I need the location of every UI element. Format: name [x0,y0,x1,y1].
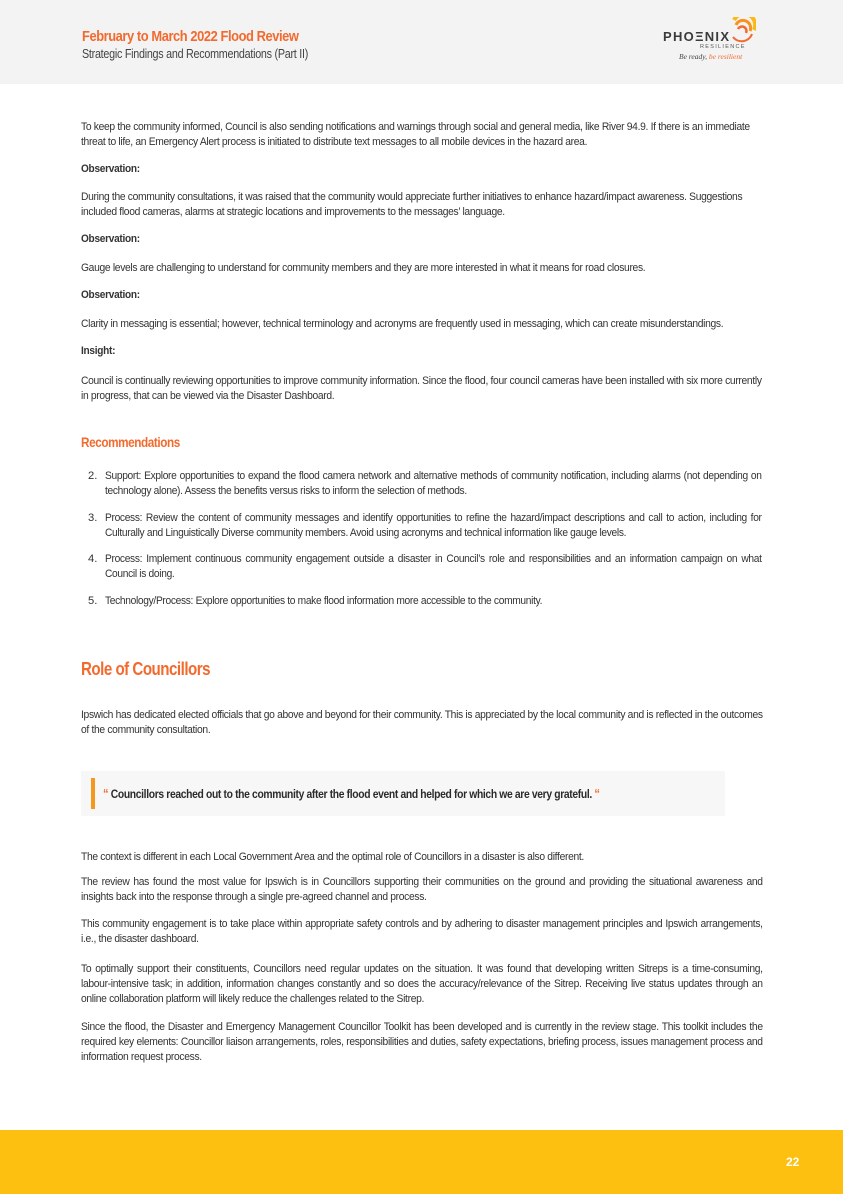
item-text: Process: Implement continuous community engagement outside a disaster in Council’s role and responsibilities and an information campaign on what Council is doing. [105,553,762,580]
observation-1-body [81,190,763,220]
paragraph-text: To optimally support their constituents, Councillors need regular updates on the situation. It was found that developing written Sitreps is a time-consuming, labour-intensive task; in addition, information changes constantly and so does the accuracy/relevance of the Sitrep. Receiving live status updates through an online collaboration platform will likely reduce the challenges related to the Sitrep. [81,963,763,1005]
observation-text: Clarity in messaging is essential; however, technical terminology and acronyms are frequently used in messaging, which can create misunderstandings. [81,318,724,330]
tagline-part-a: Be ready, [679,52,709,61]
item-text: Support: Explore opportunities to expand the flood camera network and alternative methods of community notification, including alarms (not depending on technology alone). Assess the benefits versus risks to inform the selection of methods. [105,470,762,497]
paragraph-text: This community engagement is to take place within appropriate safety controls and by adhering to disaster management principles and Ipswich arrangements, i.e., the disaster dashboard. [81,918,763,945]
logo-tagline [679,52,742,61]
insight-label: Insight: [81,345,116,357]
phoenix-swoosh-icon [730,17,756,43]
item-text: Technology/Process: Explore opportunities to make flood information more accessible to the community. [105,595,543,607]
paragraph-text: The context is different in each Local Government Area and the optimal role of Councillors in a disaster is also different. [81,851,584,863]
role-paragraph [81,1020,763,1065]
logo-wordmark: PHOΞNIX [663,29,731,44]
insight [81,345,763,357]
tagline-part-b: be resilient [708,52,743,61]
observation-label: Observation: [81,163,140,175]
open-quote-icon: “ [103,786,109,801]
item-number: 3. [88,512,98,524]
recommendations-heading: Recommendations [81,434,180,450]
intro-text: To keep the community informed, Council is also sending notifications and warnings through social and general media, like River 94.9. If there is an immediate threat to life, an Emergency Alert process is initiated to distribute text messages to all mobile devices in the hazard area. [81,121,750,148]
item-text: Process: Review the content of community messages and identify opportunities to refine the hazard/impact descriptions and call to action, including for Culturally and Linguistically Diverse community members. Avoid using acronyms and technical information like gauge levels. [105,512,762,539]
page-footer [0,1130,843,1194]
item-number: 5. [88,595,98,607]
page-header [0,0,843,84]
page-number: 22 [786,1155,800,1169]
item-number: 2. [88,470,98,482]
role-intro-text: Ipswich has dedicated elected officials that go above and beyond for their community. This is appreciated by the local community and is reflected in the outcomes of the community consultation. [81,709,763,736]
phoenix-resilience-logo [660,16,760,66]
item-number: 4. [88,553,98,565]
role-paragraph [81,917,763,947]
role-section [81,659,763,680]
observation-text: Gauge levels are challenging to understand for community members and they are more interested in what it means for road closures. [81,262,646,274]
close-quote-icon: “ [594,786,600,801]
observation-3-body [81,317,763,332]
document-title: February to March 2022 Flood Review [82,28,299,45]
role-paragraph [81,962,763,1007]
logo-subtext: RESILIENCE [700,44,746,50]
intro-paragraph [81,120,763,150]
paragraph-text: Since the flood, the Disaster and Emergency Management Councillor Toolkit has been developed and is currently in the review stage. This toolkit includes the required key elements: Councillor liaison arrangements, roles, responsibilities and duties, safety expectations, briefing process, issues management process and information request process. [81,1021,763,1063]
quote-body: Councillors reached out to the community after the flood event and helped for which we are very grateful. [108,787,595,801]
observation-1 [81,163,763,175]
quote-accent-bar [91,778,95,809]
observation-2 [81,233,763,245]
observation-label: Observation: [81,289,140,301]
observation-2-body [81,261,763,276]
role-paragraph [81,850,763,865]
role-heading: Role of Councillors [81,659,211,679]
pull-quote [81,771,725,816]
observation-text: During the community consultations, it was raised that the community would appreciate further initiatives to enhance hazard/impact awareness. Suggestions included flood cameras, alarms at strategic locations and improvements to the messages’ language. [81,191,743,218]
paragraph-text: The review has found the most value for Ipswich is in Councillors supporting their communities on the ground and providing the situational awareness and insights back into the response through a single pre-agreed channel and process. [81,876,763,903]
document-subtitle: Strategic Findings and Recommendations (Part II) [82,47,309,61]
quote-text [103,786,600,801]
observation-3 [81,289,763,301]
role-intro [81,708,763,738]
role-paragraph [81,875,763,905]
observation-label: Observation: [81,233,140,245]
insight-text: Council is continually reviewing opportunities to improve community information. Since the flood, four council cameras have been installed with six more currently in progress, that can be viewed via the Disaster Dashboard. [81,375,762,402]
insight-body [81,374,763,404]
recommendations-section [81,434,763,450]
